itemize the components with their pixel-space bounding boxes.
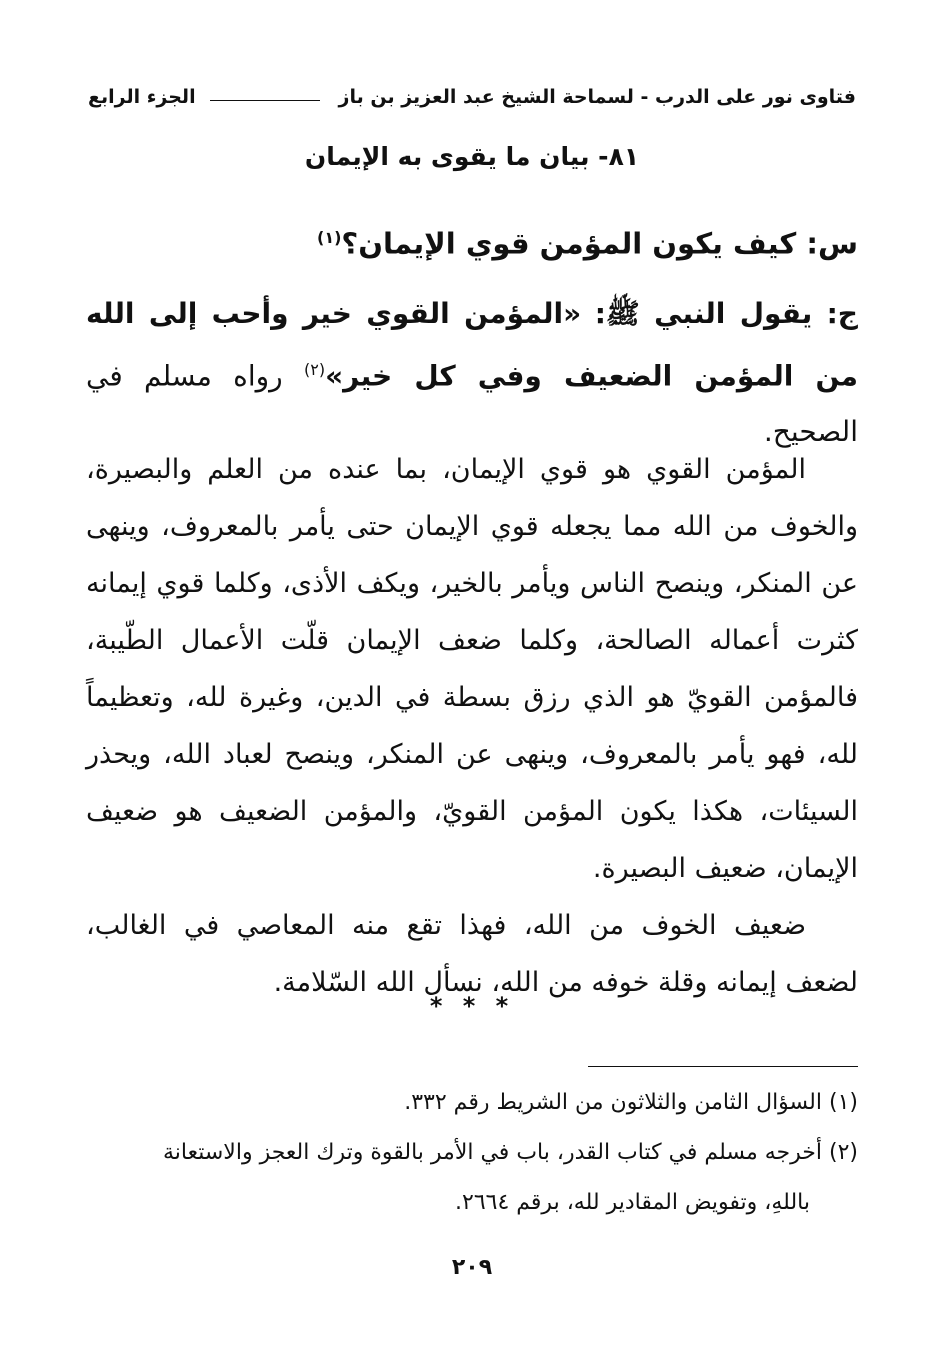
header-rule [210,100,320,101]
question-footnote-ref: (١) [317,228,342,247]
question-text: س: كيف يكون المؤمن قوي الإيمان؟ [341,226,858,261]
header-book-title: فتاوى نور على الدرب - لسماحة الشيخ عبد العزيز بن باز [338,86,856,108]
body-paragraph: المؤمن القوي هو قوي الإيمان، بما عنده من العلم والبصيرة، والخوف من الله مما يجعله قوي الإيمان حتى يأمر بالمعروف، وينهى عن المنكر، وينصح الناس ويأمر بالخير، ويكف الأذى، وكلما قوي إيمانه كثرت أعماله الصالحة، وكلما ضعف الإيمان قلّت الأعمال الطّيبة، فالمؤمن القويّ هو الذي رزق بسطة في الدين، وغيرة لله، وتعظيماً لله، فهو يأمر بالمعروف، وينهى عن المنكر، وينصح لعباد الله، ويحذر السيئات، هكذا يكون المؤمن القويّ، والمؤمن الضعيف هو ضعيف الإيمان، ضعيف البصيرة. [86,454,858,884]
answer-hadith: «المؤمن القوي خير وأحب إلى الله من المؤمن الضعيف وفي كل خير» [86,297,859,393]
section-title: ٨١- بيان ما يقوى به الإيمان [304,142,640,171]
answer-prefix: ج: يقول النبي ﷺ: [594,297,858,330]
answer-suffix: رواه مسلم في الصحيح. [86,359,858,449]
section-separator: * * * [429,992,515,1020]
header-volume: الجزء الرابع [88,86,196,108]
footnote-2-continuation: باللهِ، وتفويض المقادير لله، برقم ٢٦٦٤. [455,1190,810,1215]
question [86,210,858,272]
answer-footnote-ref: (٢) [303,360,326,379]
body-paragraph: ضعيف الخوف من الله، فهذا تقع منه المعاصي في الغالب، لضعف إيمانه وقلة خوفه من الله، نسأل الله السّلامة. [86,910,858,998]
running-header [88,80,856,114]
answer [86,286,858,460]
footnote-2: (٢) أخرجه مسلم في كتاب القدر، باب في الأمر بالقوة وترك العجز والاستعانة [163,1140,858,1165]
footnote-rule [588,1066,858,1067]
footnotes [86,1078,858,1228]
page-number: ٢٠٩ [451,1255,493,1280]
footnote-1: (١) السؤال الثامن والثلاثون من الشريط رقم ٣٣٢. [404,1090,858,1115]
